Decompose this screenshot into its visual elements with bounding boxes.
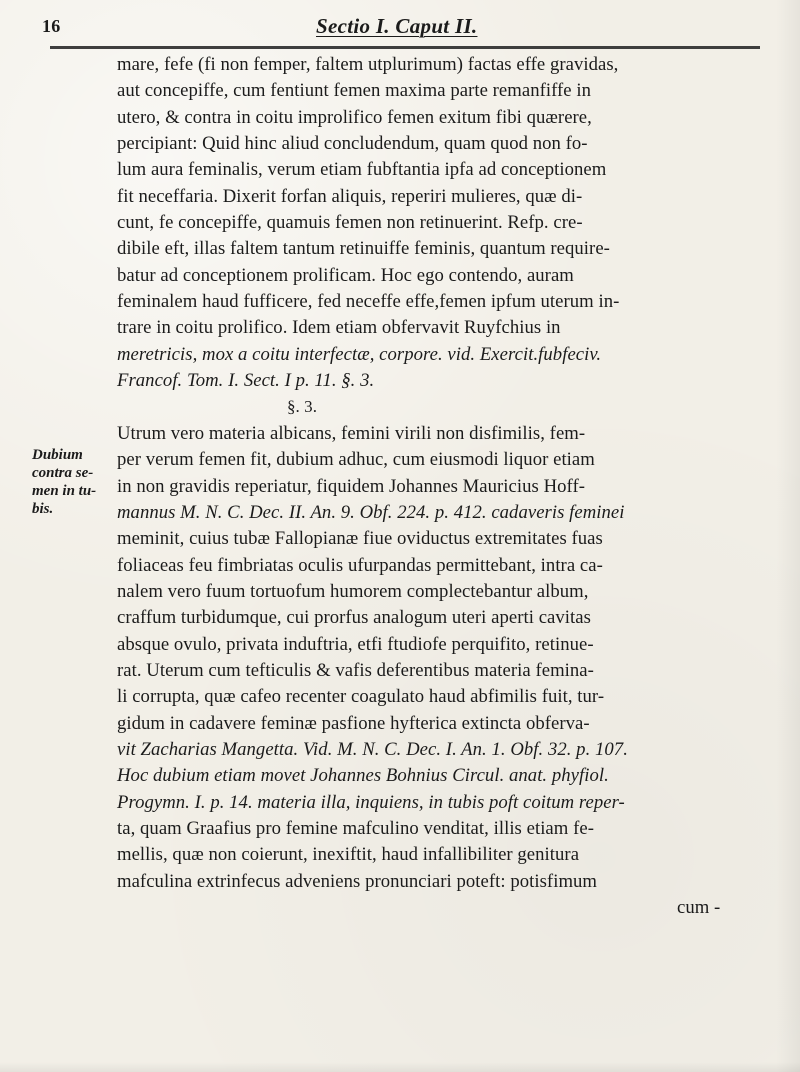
text-line: rat. Uterum cum tefticulis & vafis deferentibus materia femina- [117, 659, 594, 681]
main-text-block [117, 52, 780, 921]
text-line: foliaceas feu fimbriatas oculis ufurpandas permittebant, intra ca- [117, 554, 603, 576]
text-line: vit Zacharias Mangetta. Vid. M. N. C. Dec. I. An. 1. Obf. 32. p. 107. [117, 738, 628, 760]
text-line: utero, & contra in coitu improlifico femen exitum fibi quærere, [117, 106, 592, 128]
text-line: cunt, fe concepiffe, quamuis femen non retinuerint. Refp. cre- [117, 212, 583, 234]
text-line: mannus M. N. C. Dec. II. An. 9. Obf. 224. p. 412. cadaveris feminei [117, 501, 625, 523]
page-header [38, 12, 760, 52]
text-line: ta, quam Graafius pro femine mafculino venditat, illis etiam fe- [117, 817, 594, 839]
text-line: mare, fefe (fi non femper, faltem utplurimum) factas effe gravidas, [117, 54, 619, 75]
text-line: lum aura feminalis, verum etiam fubftantia ipfa ad conceptionem [117, 159, 607, 181]
text-line: percipiant: Quid hinc aliud concludendum, quam quod non fo- [117, 133, 588, 155]
text-line: batur ad conceptionem prolificam. Hoc ego contendo, auram [117, 264, 574, 286]
page-bottom-shadow [0, 1062, 800, 1072]
marginal-note-line: contra se- [32, 465, 94, 481]
text-line: craffum turbidumque, cui prorfus analogum uteri aperti cavitas [117, 607, 591, 629]
text-line: dibile eft, illas faltem tantum retinuiffe feminis, quantum require- [117, 238, 610, 260]
text-line: mellis, quæ non coierunt, inexiftit, haud infallibiliter genitura [117, 844, 580, 866]
marginal-note-line: Dubium [32, 447, 83, 463]
text-line: Hoc dubium etiam movet Johannes Bohnius Circul. anat. phyfiol. [117, 765, 609, 787]
text-line: li corrupta, quæ cafeo recenter coagulato haud abfimilis fuit, tur- [117, 686, 605, 708]
text-line: feminalem haud fufficere, fed neceffe effe,femen ipfum uterum in- [117, 291, 620, 313]
text-line: in non gravidis reperiatur, fiquidem Johannes Mauricius Hoff- [117, 475, 585, 497]
text-line: fit neceffaria. Dixerit forfan aliquis, reperiri mulieres, quæ di- [117, 185, 583, 207]
text-line: nalem vero fuum tortuofum humorem complectebantur album, [117, 580, 589, 602]
catchword-line: cum - [677, 897, 721, 918]
text-line: meretricis, mox a coitu interfectæ, corpore. vid. Exercit.fubfeciv. [117, 343, 602, 365]
marginal-note-line: men in tu- [32, 483, 97, 499]
text-line: Utrum vero materia albicans, femini virili non disfimilis, fem- [117, 422, 586, 444]
page-number: 16 [42, 16, 61, 36]
text-line: trare in coitu prolifico. Idem etiam obfervavit Ruyfchius in [117, 317, 561, 339]
section-number: §. 3. [287, 397, 317, 417]
marginal-note [32, 446, 114, 518]
text-line: Progymn. I. p. 14. materia illa, inquiens, in tubis poft coitum reper- [117, 791, 625, 813]
text-line: absque ovulo, privata induftria, etfi ftudiofe perquifito, retinue- [117, 633, 594, 655]
header-rule [50, 46, 760, 49]
text-line: gidum in cadavere feminæ pasfione hyfterica extincta obferva- [117, 712, 590, 734]
text-line: aut concepiffe, cum fentiunt femen maxima parte remanfiffe in [117, 80, 592, 102]
marginal-note-line: bis. [32, 501, 54, 517]
text-line: meminit, cuius tubæ Fallopianæ fiue oviductus extremitates fuas [117, 528, 603, 550]
running-head: Sectio I. Caput II. [316, 14, 478, 38]
text-line: mafculina extrinfecus adveniens pronunciari poteft: potisfimum [117, 870, 598, 892]
text-line: per verum femen fit, dubium adhuc, cum eiusmodi liquor etiam [117, 449, 595, 471]
text-line: Francof. Tom. I. Sect. I p. 11. §. 3. [117, 370, 375, 392]
